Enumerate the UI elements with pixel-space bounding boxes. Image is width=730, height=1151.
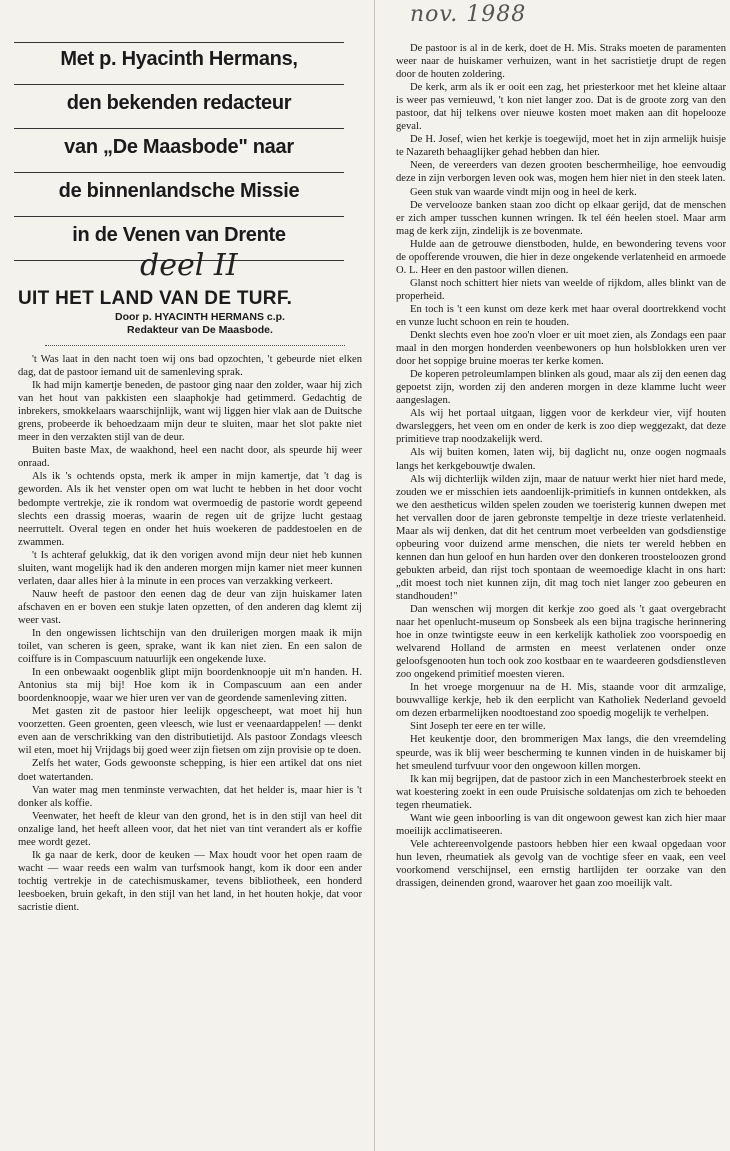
handwritten-part-label: deel II: [140, 248, 238, 283]
column-divider: [374, 0, 375, 1151]
article-paragraph: In den ongewissen lichtschijn van den druilerigen morgen maak ik mijn toilet, van scheren is geen, sprake, want ik kan niet zien. En een salon de coiffure is in Compascuum natuurlijk een ongekende luxe.: [18, 627, 362, 666]
article-paragraph: Zelfs het water, Gods gewoonste schepping, is hier een artikel dat ons niet doet watertanden.: [18, 758, 362, 783]
article-paragraph: Glanst noch schittert hier niets van weelde of rijkdom, alles blinkt van de properheid.: [396, 277, 726, 302]
article-paragraph: In een onbewaakt oogenblik glipt mijn boordenknoopje uit m'n handen. H. Antonius sta mij bij! Hoe kom ik in Compascuum aan een ander boordenknoopje, waar we hier uren ver van de geordende samenleving zitten.: [18, 667, 362, 705]
headline-line-2: den bekenden redacteur: [66, 92, 292, 114]
headline-rule-top: [14, 42, 344, 43]
article-paragraph: Als ik 's ochtends opsta, merk ik amper in mijn kamertje, dat 't dag is geworden. Als ik het venster open om wat lucht te hebben in het door vocht bedompte vertrekje, zie ik rondom wat overmoedig de pastorie wordt gepeend slechts een drassig moeras, waarin de regen uit de grijze lucht gestaag neerruttelt. Overal tegen en onder het huis woekeren de paddestoelen en de zwammen.: [18, 471, 362, 548]
headline-line-3: van „De Maasbode" naar: [64, 136, 294, 158]
article-paragraph: Hulde aan de getrouwe dienstboden, hulde, en bewondering tevens voor de opofferende vrouwen, die hier in deze ongekende verlatenheid en armoede O. L. Heer en den pastoor willen dienen.: [396, 238, 726, 276]
article-paragraph: Sint Joseph ter eere en ter wille.: [410, 721, 546, 733]
article-paragraph: 't Is achteraf gelukkig, dat ik den vorigen avond mijn deur niet heb kunnen sluiten, want mogelijk had ik den anderen morgen mijn kamer niet meer kunnen verlaten, daar alles hier à la minute in een proces van verzakking verkeert.: [18, 549, 362, 587]
article-paragraph: Als wij dichterlijk wilden zijn, maar de natuur werkt hier niet hard mede, zouden we er misschien iets aandoenlijk-primitiefs in kunnen ontdekken, als we den aestheticus wilden spelen zouden we toeristerig kunnen dwepen met het vervallen door de jaren gebronste tempeltje in deze trieste verlatenheid. Maar als wij denken, dat dit het centrum moet verbeelden van godsdienstige opbeuring voor duizend arme menschen, die niets ter wereld hebben en kennen dan hun geloof en hun harden over den donkeren troosteloozen grond gebukten arbeid, dan rijst toch spontaan de weemoedige klacht in ons hart: „dit moest toch niet kunnen zijn, dit mag toch niet langer zoo gebeuren en standhouden!": [396, 473, 726, 602]
headline-line-4: de binnenlandsche Missie: [58, 180, 300, 202]
article-paragraph: Denkt slechts even hoe zoo'n vloer er uit moet zien, als Zondags een paar maal in den morgen honderden veenbewoners op hun holsblokken uren ver door het soppige bruine moeras ter kerke komen.: [396, 330, 726, 368]
article-paragraph: Van water mag men tenminste verwachten, dat het helder is, maar hier is 't donker als koffie.: [18, 784, 362, 809]
article-paragraph: En toch is 't een kunst om deze kerk met haar overal doortrekkend vocht en vunze lucht schoon en rein te houden.: [396, 303, 726, 328]
headline-rule: [14, 172, 344, 173]
handwritten-date-annotation: nov. 1988: [410, 2, 527, 27]
article-subheading: UIT HET LAND VAN DE TURF.: [18, 288, 293, 309]
article-paragraph: Geen stuk van waarde vindt mijn oog in heel de kerk.: [410, 186, 637, 198]
article-paragraph: Buiten baste Max, de waakhond, heel een nacht door, als speurde hij weer onraad.: [18, 445, 362, 470]
article-paragraph: Nauw heeft de pastoor den eenen dag de deur van zijn huiskamer laten afschaven en er boven een stukje laten opzetten, of den anderen dag klemt zij weer vast.: [18, 588, 362, 626]
article-paragraph: Ik kan mij begrijpen, dat de pastoor zich in een Manchesterbroek steekt en wat koestering zoekt in een oude Pruisische soldatenjas om zich te behoeden tegen rheumatiek.: [396, 773, 726, 811]
headline-rule: [14, 128, 344, 129]
section-dotted-rule: [45, 345, 345, 346]
right-column-body: [396, 42, 726, 890]
article-paragraph: De pastoor is al in de kerk, doet de H. Mis. Straks moeten de paramenten weer naar de huiskamer verhuizen, want in het sacristietje drupt de regen door de houten zoldering.: [396, 43, 726, 81]
article-paragraph: Het keukentje door, den brommerigen Max langs, die den vreemdeling speurde, was ik blij weer bescherming te kunnen vinden in de huiskamer bij het smeulend turfvuur voor den ongewoon killen morgen.: [396, 734, 726, 772]
article-paragraph: Neen, de vereerders van dezen grooten beschermheilige, hoe eenvoudig deze in zijn verborgen leven ook was, mogen hem hier niet in den steek laten.: [396, 160, 726, 185]
byline-role: Redakteur van De Maasbode.: [127, 324, 273, 336]
article-paragraph: Als wij buiten komen, laten wij, bij daglicht nu, onze oogen nogmaals langs het kerkgebouwtje dwalen.: [396, 447, 726, 472]
article-paragraph: De koperen petroleumlampen blinken als goud, maar als zij den eenen dag gepoetst zijn, worden zij den anderen morgen in deze klamme lucht weer aangeslagen.: [396, 369, 726, 407]
article-paragraph: Dan wenschen wij morgen dit kerkje zoo goed als 't gaat overgebracht naar het openlucht-museum op Sonsbeek als een bijna tragische herinnering hoe in onze twintigste eeuw in een kerkelijk katholiek zoo voorspoedig en welvarend Holland de armsten en meest verlatenen onder onze geloofsgenooten hun toch ook zoo kostbaar en te waardeeren godsdienstleven zoo ongekend primitief moesten vieren.: [396, 604, 726, 681]
article-paragraph: De vervelooze banken staan zoo dicht op elkaar gerijd, dat de menschen er zich amper tusschen kunnen wringen. Ik tel één heelen stoel. Maar arm mag de kerk zijn, zindelijk is ze bovenmate.: [396, 199, 726, 237]
article-paragraph: Vele achtereenvolgende pastoors hebben hier een kwaal opgedaan voor hun leven, rheumatiek als gevolg van de vochtige sfeer en vaak, een veel voorkomend verschijnsel, een ernstig hartlijden ter oorzake van den drassigen, deinenden grond, waarover het gaan zoo moeilijk valt.: [396, 838, 726, 889]
headline-block: [14, 42, 344, 264]
headline-line-1: Met p. Hyacinth Hermans,: [60, 48, 298, 70]
article-paragraph: Ik ga naar de kerk, door de keuken — Max houdt voor het open raam de wacht — waar reeds een walm van turfsmook hangt, kom ik door een ander tochtig vertrekje in de catechismuskamer, tevens bibliotheek, een honderd leesboeken, bruin gekaft, in den stijl van het land, in het houten hokje, dat voor sacristie dient.: [18, 849, 362, 913]
headline-rule: [14, 216, 344, 217]
article-paragraph: 't Was laat in den nacht toen wij ons bad opzochten, 't gebeurde niet elken dag, dat de pastoor iemand uit de samenleving sprak.: [18, 354, 362, 379]
article-paragraph: Als wij het portaal uitgaan, liggen voor de kerkdeur vier, vijf houten dwarsleggers, het veen om en onder de kerk is zoo diep weggezakt, dat deze primitieve trap noodzakelijk werd.: [396, 408, 726, 446]
byline-author: Door p. HYACINTH HERMANS c.p.: [115, 311, 285, 323]
article-paragraph: De kerk, arm als ik er ooit een zag, het priesterkoor met het kleine altaar is weer pas vernieuwd, 't kon niet langer zoo. Dat is de groote zorg van den pastoor, dat hij telkens over nieuwe kosten moet maken aan dit hopelooze geval.: [396, 82, 726, 133]
left-column-body: [18, 353, 362, 914]
headline-rule: [14, 84, 344, 85]
article-paragraph: De H. Josef, wien het kerkje is toegewijd, moet het in zijn armelijk huisje te Nazareth behaaglijker gehad hebben dan hier.: [396, 134, 726, 159]
headline-line-5: in de Venen van Drente: [72, 224, 286, 246]
article-paragraph: Want wie geen inboorling is van dit ongewoon gewest kan zich hier maar moeilijk acclimatiseeren.: [396, 812, 726, 837]
article-paragraph: In het vroege morgenuur na de H. Mis, staande voor dit armzalige, bouwvallige kerkje, heb ik den eerplicht van Katholiek Nederland gevoeld om dezen erbarmelijken noodtoestand zoo spoedig mogelijk te verhelpen.: [396, 682, 726, 720]
article-paragraph: Veenwater, het heeft de kleur van den grond, het is in den stijl van heel dit onzalige land, het heeft alleen voor, dat het niet van tint verandert als er koffie mee wordt gezet.: [18, 810, 362, 848]
article-paragraph: Ik had mijn kamertje beneden, de pastoor ging naar den zolder, waar hij zich van het hout van pakkisten een slaaphokje had getimmerd. Gedachtig de inbrekers, smokkelaars waarschijnlijk, want wij liggen hier vlak aan de Duitsche grens, probeerde ik behoedzaam mijn deur te sluiten, maar het slot pakte niet meer in den verzakten stijl van de deur.: [18, 380, 362, 444]
article-paragraph: Met gasten zit de pastoor hier leelijk opgescheept, wat moet hij hun voorzetten. Geen groenten, geen vleesch, wie lust er veenaardappelen! — denkt even aan de verschrikking van den distributietijd. Als pastoor Zondags vleesch wil eten, moet hij Vrijdags bij goed weer zijn fietsen om zijn provisie op te doen.: [18, 706, 362, 757]
